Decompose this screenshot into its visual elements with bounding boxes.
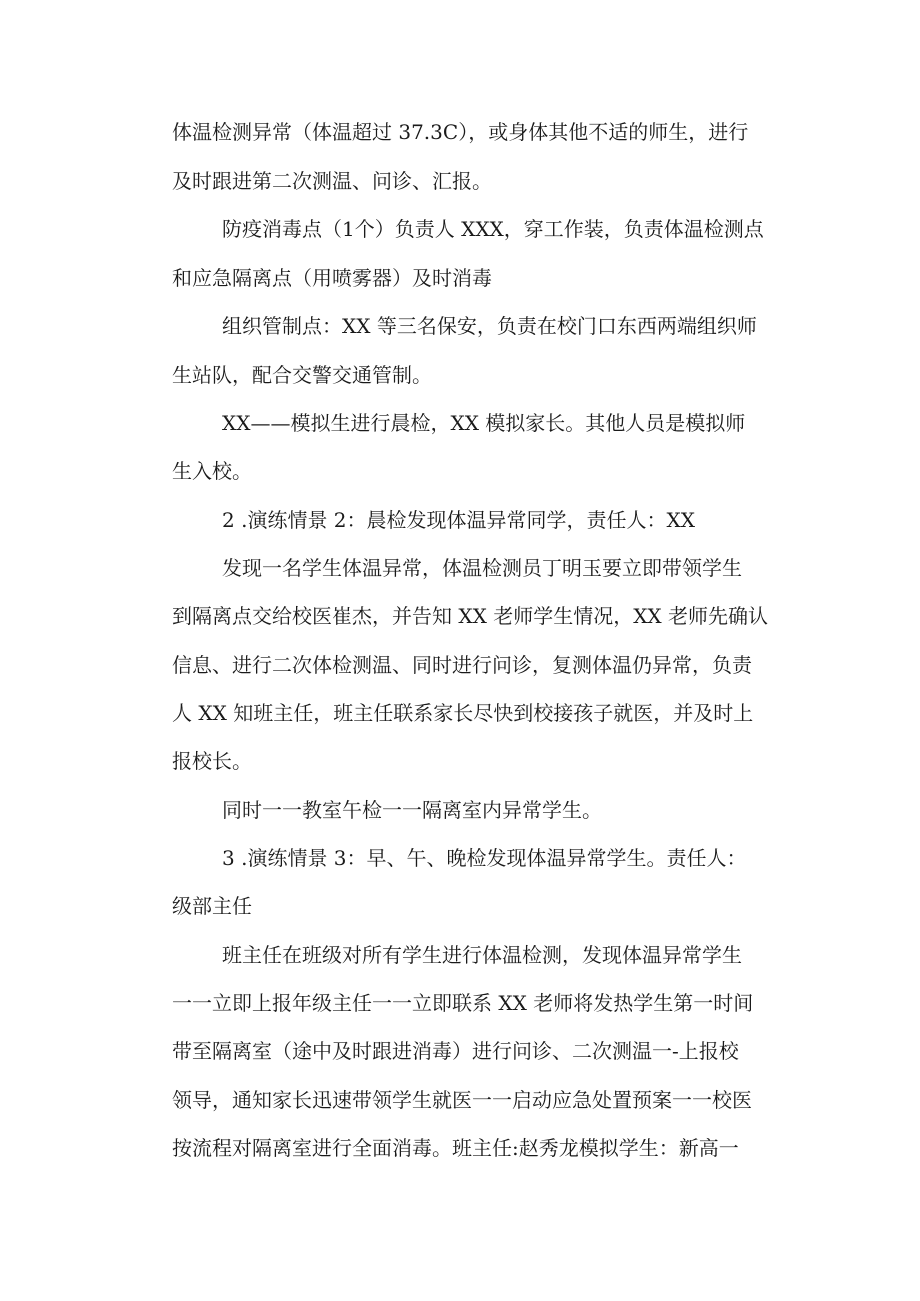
paragraph-first-line: 防疫消毒点（1个）负责人 XXX，穿工作装，负责体温检测点 [222,217,764,241]
text-line: 和应急隔离点（用喷雾器）及时消毒 [172,266,492,290]
text-line: 信息、进行二次体检测温、同时进行问诊，复测体温仍异常，负责 [172,653,752,677]
text-line: 级部主任 [172,894,252,918]
text-line: 带至隔离室（途中及时跟进消毒）进行问诊、二次测温一-上报校 [172,1039,739,1063]
text-line: 一一立即上报年级主任一一立即联系 XX 老师将发热学生第一时间 [172,991,754,1015]
section-heading: 2 .演练情景 2：晨检发现体温异常同学，责任人：XX [222,508,695,532]
text-line: 到隔离点交给校医崔杰，并告知 XX 老师学生情况，XX 老师先确认 [172,604,769,628]
text-line: 领导，通知家长迅速带领学生就医一一启动应急处置预案一一校医 [172,1088,752,1112]
text-line: 报校长。 [172,749,252,773]
paragraph-first-line: 同时一一教室午检一一隔离室内异常学生。 [222,798,602,822]
paragraph-first-line: XX——模拟生进行晨检，XX 模拟家长。其他人员是模拟师 [222,411,746,435]
paragraph-first-line: 班主任在班级对所有学生进行体温检测，发现体温异常学生 [222,943,742,967]
text-line: 生站队，配合交警交通管制。 [172,363,432,387]
text-line: 体温检测异常（体温超过 37.3C），或身体其他不适的师生，进行 [172,120,749,144]
paragraph-first-line: 组织管制点：XX 等三名保安，负责在校门口东西两端组织师 [222,314,757,338]
paragraph-first-line: 发现一名学生体温异常，体温检测员丁明玉要立即带领学生 [222,556,742,580]
text-line: 及时跟进第二次测温、问诊、汇报。 [172,169,492,193]
section-heading: 3 .演练情景 3：早、午、晚检发现体温异常学生。责任人： [222,846,747,870]
text-line: 按流程对隔离室进行全面消毒。班主任:赵秀龙模拟学生：新高一 [172,1136,739,1160]
text-line: 人 XX 知班主任，班主任联系家长尽快到校接孩子就医，并及时上 [172,701,754,725]
text-line: 生入校。 [172,459,252,483]
